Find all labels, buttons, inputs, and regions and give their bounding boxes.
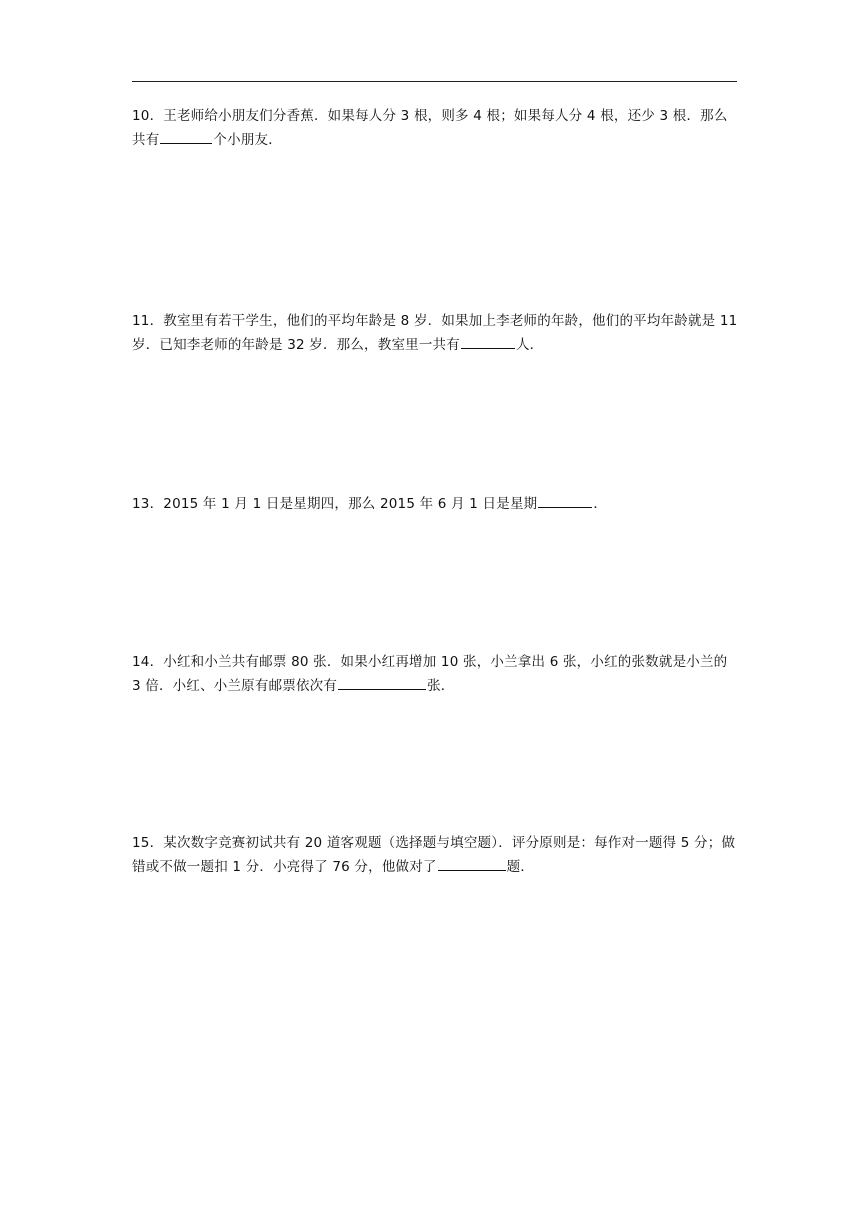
question-15-suffix: 题． [506,859,535,875]
question-13-text: 13．2015 年 1 月 1 日是星期四，那么 2015 年 6 月 1 日是星期 [132,496,538,512]
answer-blank[interactable] [538,493,592,508]
question-14-text: 14．小红和小兰共有邮票 80 张．如果小红再增加 10 张，小兰拿出 6 张，小红的张数就是小兰的 3 倍．小红、小兰原有邮票依次有 [132,654,728,694]
question-10 [132,104,738,152]
header-rule [132,81,737,82]
answer-blank[interactable] [338,675,426,690]
answer-blank[interactable] [160,129,212,144]
question-11-text: 11．教室里有若干学生，他们的平均年龄是 8 岁．如果加上李老师的年龄，他们的平均年龄就是 11 岁．已知李老师的年龄是 32 岁．那么，教室里一共有 [132,313,738,353]
question-14-suffix: 张． [427,678,455,694]
question-13-suffix: ． [593,496,608,512]
question-11-suffix: 人． [515,337,544,353]
answer-blank[interactable] [461,334,515,349]
question-15 [132,831,738,879]
question-14 [132,650,738,698]
question-13 [132,492,738,516]
question-15-text: 15．某次数字竞赛初试共有 20 道客观题（选择题与填空题）．评分原则是：每作对一题得 5 分；做错或不做一题扣 1 分．小亮得了 76 分，他做对了 [132,835,736,875]
answer-blank[interactable] [438,856,506,871]
question-11 [132,309,738,357]
question-10-text: 10．王老师给小朋友们分香蕉．如果每人分 3 根，则多 4 根；如果每人分 4 根，还少 3 根．那么共有 [132,108,728,148]
question-10-suffix: 个小朋友． [213,132,282,148]
